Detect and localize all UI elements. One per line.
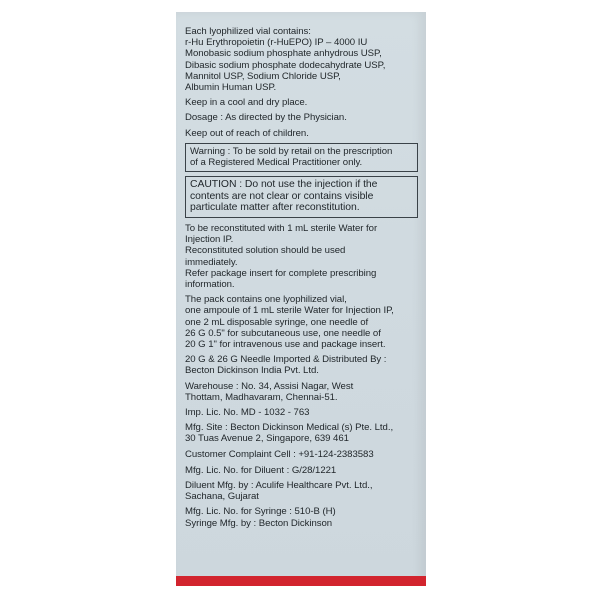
storage-text: Keep in a cool and dry place.: [185, 97, 308, 109]
composition-section: [185, 26, 420, 93]
composition-line: Monobasic sodium phosphate anhydrous USP,: [185, 48, 382, 60]
carton-side-panel: [176, 12, 426, 586]
distributor-line: 20 G & 26 G Needle Imported & Distributed By :: [185, 354, 387, 366]
distributor-line: Becton Dickinson India Pvt. Ltd.: [185, 365, 319, 377]
distributor-line: Warehouse : No. 34, Assisi Nagar, West: [185, 380, 354, 392]
reconstitution-line: Reconstituted solution should be used: [185, 245, 346, 257]
diluent-section: [185, 465, 420, 503]
syringe-line: Syringe Mfg. by : Becton Dickinson: [185, 517, 333, 529]
warning-line: Warning : To be sold by retail on the prescription: [190, 145, 393, 157]
pack-line: 26 G 0.5" for subcutaneous use, one needle of: [185, 327, 381, 339]
label-text-block: [185, 26, 420, 529]
composition-line: Mannitol USP, Sodium Chloride USP,: [185, 70, 341, 82]
pack-contents-section: [185, 294, 420, 350]
composition-line: Dibasic sodium phosphate dodecahydrate USP,: [185, 59, 386, 71]
distributor-line: Imp. Lic. No. MD - 1032 - 763: [185, 407, 310, 419]
syringe-line: Mfg. Lic. No. for Syringe : 510-B (H): [185, 506, 336, 518]
syringe-section: [185, 506, 420, 528]
composition-line: Albumin Human USP.: [185, 82, 277, 94]
reconstitution-line: To be reconstituted with 1 mL sterile Water for: [185, 223, 378, 235]
composition-line: r-Hu Erythropoietin (r-HuEPO) IP – 4000 IU: [185, 37, 368, 49]
reconstitution-line: information.: [185, 279, 235, 291]
warning-line: of a Registered Medical Practitioner only.: [190, 157, 363, 169]
dosage-text: Dosage : As directed by the Physician.: [185, 112, 347, 124]
children-warning-text: Keep out of reach of children.: [185, 127, 309, 139]
distributor-line: Mfg. Site : Becton Dickinson Medical (s) Pte. Ltd.,: [185, 422, 394, 434]
caution-line: CAUTION : Do not use the injection if the: [190, 179, 378, 191]
distributor-line: Customer Complaint Cell : +91-124-2383583: [185, 448, 374, 460]
pack-line: 20 G 1" for intravenous use and package insert.: [185, 339, 386, 351]
caution-line: contents are not clear or contains visible: [190, 190, 374, 202]
reconstitution-line: Refer package insert for complete prescribing: [185, 267, 377, 279]
composition-line: Each lyophilized vial contains:: [185, 26, 311, 37]
pack-line: one 2 mL disposable syringe, one needle of: [185, 316, 369, 328]
reconstitution-line: Injection IP.: [185, 234, 234, 246]
diluent-line: Diluent Mfg. by : Aculife Healthcare Pvt. Ltd.,: [185, 480, 373, 492]
distributor-line: Thottam, Madhavaram, Chennai-51.: [185, 391, 338, 403]
caution-box: [185, 176, 418, 218]
distributor-section: [185, 354, 420, 460]
warning-box: [185, 143, 418, 172]
pack-line: The pack contains one lyophilized vial,: [185, 294, 347, 306]
diluent-line: Sachana, Gujarat: [185, 491, 259, 503]
reconstitution-section: [185, 223, 420, 290]
caution-line: particulate matter after reconstitution.: [190, 202, 360, 214]
red-bottom-strip: [176, 576, 426, 586]
reconstitution-line: immediately.: [185, 256, 238, 268]
distributor-line: 30 Tuas Avenue 2, Singapore, 639 461: [185, 433, 349, 445]
pack-line: one ampoule of 1 mL sterile Water for Injection IP,: [185, 305, 394, 317]
diluent-line: Mfg. Lic. No. for Diluent : G/28/1221: [185, 464, 337, 476]
